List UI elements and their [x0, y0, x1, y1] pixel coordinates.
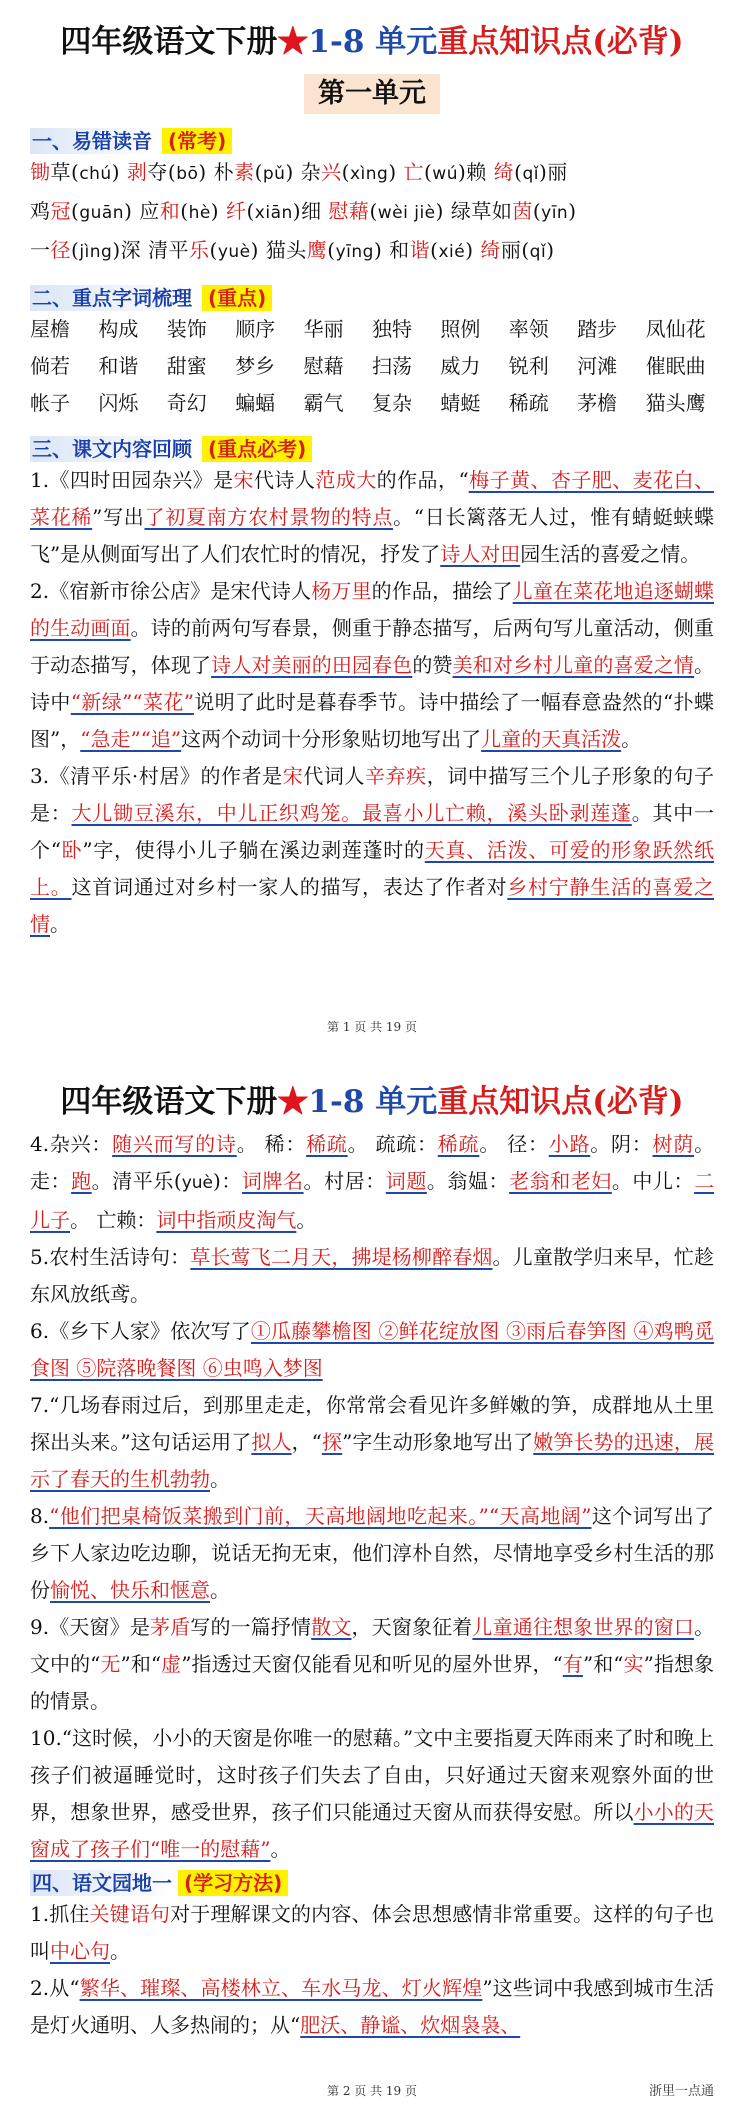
- text-run: 的作品，描绘了: [371, 579, 513, 603]
- underlined-answer: 词题: [385, 1169, 427, 1193]
- text-run: ) 朴: [198, 160, 235, 184]
- text-run: 。: [270, 1837, 291, 1861]
- highlight-text: 锄: [30, 160, 51, 184]
- underlined-answer: 树荫: [652, 1132, 695, 1156]
- vocab-word: 屋檐: [30, 317, 70, 341]
- highlight-text: 亡: [403, 160, 424, 184]
- underlined-answer: 天真、活泼、可爱的形象跃然纸上。: [30, 838, 715, 899]
- review-paragraph: [30, 573, 714, 758]
- title-part-blue: 1-8 单元: [308, 24, 438, 60]
- text-run: ，词中描写三个儿子形象的句子是：: [30, 764, 714, 825]
- pinyin: bō: [176, 164, 199, 184]
- review-paragraph: [30, 1126, 714, 1239]
- text-run: ”和“: [582, 1652, 624, 1676]
- text-run: (: [369, 199, 378, 223]
- pinyin: yīn: [541, 203, 569, 223]
- section-label: 三、课文内容回顾: [30, 436, 198, 462]
- text-run: ): [568, 199, 577, 223]
- highlight-text: 纤: [225, 199, 247, 223]
- text-run: (: [430, 238, 439, 262]
- garden-paragraph: [30, 1970, 714, 2044]
- highlight-text: 宋: [233, 468, 254, 492]
- vocab-word: 顺序: [235, 317, 276, 341]
- page-2: [0, 1060, 744, 2104]
- review-paragraph: [30, 1720, 714, 1868]
- underlined-answer: 儿童在菜花地追逐蝴蝶的生动画面: [30, 579, 715, 640]
- vocab-word: 蝙蝠: [235, 391, 276, 415]
- text-run: 9.《天窗》是: [30, 1615, 150, 1639]
- text-run: ) 猫头: [250, 238, 307, 262]
- text-run: ”和“: [120, 1652, 162, 1676]
- section-tag: (重点): [202, 285, 272, 311]
- title-part-red: 重点知识点(必背): [437, 1084, 684, 1120]
- text-run: 。清平乐(: [91, 1169, 182, 1193]
- underlined-answer: 中心句: [50, 1939, 110, 1963]
- text-run: 3.《清平乐·村居》的作者是: [30, 764, 283, 788]
- section-tag: (重点必考): [202, 436, 312, 462]
- underlined-answer: 美和对乡村儿童的喜爱之情: [452, 653, 695, 677]
- page-title: [30, 1060, 714, 1122]
- highlight-text: 绮: [493, 160, 515, 184]
- section-heading-vocab: [30, 285, 714, 311]
- text-run: )细: [292, 199, 329, 223]
- text-run: 。 稀：: [236, 1132, 307, 1156]
- text-run: 7.“几场春雨过后，到那里走走，你常常会看见许多鲜嫩的笋，成群地从土里探出头来。”这句话运用了: [30, 1393, 714, 1454]
- text-run: ”字，使得小儿子躺在溪边剥莲蓬时的: [82, 838, 425, 862]
- pinyin: yīng: [335, 242, 374, 262]
- text-run: 。: [296, 1208, 317, 1232]
- vocab-word: 独特: [372, 317, 412, 341]
- section-label: 一、易错读音: [30, 128, 158, 154]
- text-run: 代诗人: [253, 468, 316, 492]
- text-run: 。诗中: [30, 653, 715, 714]
- vocab-word: 霸气: [303, 391, 344, 415]
- text-run: 5.农村生活诗句：: [30, 1245, 191, 1269]
- text-run: 的赞: [412, 653, 453, 677]
- highlight-text: 慰藉: [328, 199, 370, 223]
- vocab-word: 扫荡: [372, 354, 412, 378]
- pinyin: qǐ: [529, 242, 547, 262]
- text-run: 。: [50, 912, 70, 936]
- underlined-answer: “急走”“追”: [80, 727, 182, 751]
- underlined-answer: 小小的天窗成了孩子们“唯一的慰藉”: [30, 1800, 715, 1861]
- text-run: ”指透过天窗仅能看见和听见的屋外世界，“: [181, 1652, 563, 1676]
- highlight-text: 绮: [480, 238, 501, 262]
- text-run: (: [327, 238, 336, 262]
- star-icon: ★: [277, 1084, 309, 1120]
- vocab-word: 率领: [508, 317, 549, 341]
- text-run: 。: [210, 1467, 230, 1491]
- text-run: )赖: [457, 160, 494, 184]
- text-run: ): [210, 199, 226, 223]
- review-paragraph: [30, 758, 714, 943]
- underlined-answer: “新绿”“菜花”: [70, 690, 194, 714]
- text-run: 。儿童散学归来早，忙趁东风放纸鸢。: [30, 1245, 715, 1306]
- pinyin: hè: [188, 203, 211, 223]
- pinyin: qǐ: [522, 164, 539, 184]
- review-paragraph: [30, 462, 714, 573]
- vocab-word: 帐子: [30, 391, 70, 415]
- text-run: (: [514, 160, 523, 184]
- highlight-text: 径: [50, 238, 71, 262]
- vocab-word: 闪烁: [98, 391, 139, 415]
- review-paragraph: [30, 1239, 714, 1313]
- section-heading-pronunciation: [30, 128, 714, 154]
- highlight-text: 范成大: [315, 468, 377, 492]
- text-run: 草(: [50, 160, 80, 184]
- highlight-text: 茅盾: [149, 1615, 191, 1639]
- text-run: 。翁媪：: [426, 1169, 510, 1193]
- title-part-blue: 1-8 单元: [308, 1084, 438, 1120]
- pronunciation-line: [30, 154, 714, 193]
- text-run: (: [532, 199, 542, 223]
- vocab-grid: [30, 311, 714, 422]
- highlight-text: 关键语句: [89, 1902, 171, 1926]
- underlined-answer: 跑: [71, 1169, 92, 1193]
- text-run: ): [388, 160, 404, 184]
- pronunciation-list: [30, 154, 714, 271]
- highlight-text: 无: [100, 1652, 121, 1676]
- vocab-word: 奇幻: [166, 391, 207, 415]
- vocab-word: 照例: [440, 317, 481, 341]
- underlined-answer: 乡村宁静生活的喜爱之情: [30, 875, 714, 936]
- watermark: 浙里一点通: [648, 2084, 714, 2099]
- pinyin: wèi jiè: [377, 203, 436, 223]
- underlined-answer: 草长莺飞二月天，拂堤杨柳醉春烟: [190, 1245, 493, 1269]
- text-run: ): [465, 238, 481, 262]
- pronunciation-line: [30, 193, 714, 232]
- underlined-answer: 儿童的天真活泼: [481, 727, 622, 751]
- underlined-answer: 诗人对田: [440, 542, 521, 566]
- text-run: 。诗的前两句写春景，侧重于静态描写，后两句写儿童活动，侧重于动态描写，体现了: [30, 616, 715, 677]
- review-paragraph: [30, 1313, 714, 1387]
- underlined-answer: “他们把桌椅饭菜搬到门前，天高地阔地吃起来。”“天高地阔”: [49, 1504, 592, 1528]
- review-paragraph: [30, 1387, 714, 1498]
- text-run: 。走：: [30, 1132, 715, 1193]
- vocab-word: 蜻蜓: [440, 391, 481, 415]
- underlined-answer: 散文: [311, 1615, 352, 1639]
- vocab-word: 慰藉: [303, 354, 344, 378]
- title-part-red: 重点知识点(必背): [437, 24, 684, 60]
- page-title: [30, 0, 714, 62]
- vocab-word: 稀疏: [508, 391, 549, 415]
- text-run: ) 应: [124, 199, 160, 223]
- text-run: ”指想象的情景。: [30, 1652, 715, 1713]
- highlight-text: 素: [234, 160, 255, 184]
- text-run: 说明了此时是暮春季节。诗中描绘了一幅春意盎然的“扑蝶图”，: [30, 690, 714, 751]
- text-run: )丽: [538, 160, 568, 184]
- vocab-word: 踏步: [577, 317, 618, 341]
- text-run: 园生活的喜爱之情。: [520, 542, 701, 566]
- vocab-word: 猫头鹰: [645, 391, 706, 415]
- underlined-answer: 词中指顽皮淘气: [156, 1208, 297, 1232]
- text-run: 1.抓住: [30, 1902, 90, 1926]
- underlined-answer: 小路: [548, 1132, 591, 1156]
- unit-heading: 第一单元: [304, 74, 440, 114]
- vocab-word: 梦乡: [235, 354, 276, 378]
- vocab-word: 茅檐: [577, 391, 618, 415]
- text-run: 。“日长篱落无人过，惟有蜻蜓蛱蝶飞”是从侧面写出了人们农忙时的情况，抒发了: [30, 505, 714, 566]
- vocab-word: 复杂: [372, 391, 412, 415]
- underlined-answer: 繁华、璀璨、高楼林立、车水马龙、灯火辉煌: [79, 1976, 483, 2000]
- title-part-black: 四年级语文下册: [60, 24, 278, 60]
- text-run: ，“: [291, 1430, 322, 1454]
- underlined-answer: 二儿子: [30, 1169, 715, 1232]
- text-run: (: [71, 238, 80, 262]
- page-number: 第 2 页 共 19 页: [327, 2084, 417, 2098]
- text-run: 8.: [30, 1504, 50, 1528]
- text-run: 这两个动词十分形象贴切地写出了: [181, 727, 482, 751]
- pinyin: pǔ: [262, 164, 286, 184]
- text-run: 。中儿：: [611, 1169, 695, 1193]
- text-run: (: [246, 199, 255, 223]
- text-run: )深 清平: [112, 238, 189, 262]
- text-run: 代词人: [303, 764, 365, 788]
- text-run: 。: [621, 727, 642, 751]
- text-run: 。: [210, 1578, 230, 1602]
- highlight-text: 冠: [50, 199, 71, 223]
- text-run: ”字生动形象地写出了: [342, 1430, 534, 1454]
- highlight-text: 和: [159, 199, 181, 223]
- vocab-word: 倘若: [30, 354, 70, 378]
- text-run: 。 亡赖：: [70, 1208, 157, 1232]
- section-label: 二、重点字词梳理: [30, 285, 198, 311]
- underlined-answer: ①瓜藤攀檐图 ②鲜花绽放图 ③雨后春笋图 ④鸡鸭觅食图 ⑤院落晚餐图 ⑥虫鸣入梦图: [30, 1319, 714, 1380]
- underlined-answer: 探: [321, 1430, 343, 1454]
- text-run: (: [341, 160, 350, 184]
- highlight-text: 乐: [189, 238, 210, 262]
- pinyin: jìng: [79, 242, 113, 262]
- text-run: 的作品，“: [376, 468, 469, 492]
- text-run: 。 径：: [479, 1132, 549, 1156]
- underlined-answer: 老翁和老妇: [509, 1169, 612, 1193]
- text-run: ”这些词中我感到城市生活是灯火通明、人多热闹的；从“: [30, 1976, 714, 2037]
- pinyin: wú: [432, 164, 458, 184]
- text-run: 夺(: [147, 160, 177, 184]
- text-run: 。村居：: [303, 1169, 386, 1193]
- pinyin: chú: [79, 164, 112, 184]
- underlined-answer: 了初夏南方农村景物的特点: [144, 505, 394, 529]
- text-run: 1.《四时田园杂兴》是: [30, 468, 234, 492]
- text-run: 。文中的“: [30, 1615, 715, 1676]
- pronunciation-line: [30, 232, 714, 271]
- underlined-answer: 肥沃、静谧、炊烟袅袅、: [300, 2013, 521, 2037]
- underlined-answer: 儿童通往想象世界的窗口: [472, 1615, 695, 1639]
- underlined-answer: 拟人: [251, 1430, 292, 1454]
- pinyin: yuè: [217, 242, 251, 262]
- vocab-word: 构成: [98, 317, 139, 341]
- pinyin: xié: [438, 242, 466, 262]
- text-run: )：: [212, 1169, 242, 1193]
- title-part-black: 四年级语文下册: [60, 1084, 278, 1120]
- text-run: 。阴：: [590, 1132, 653, 1156]
- text-run: 一: [30, 238, 51, 262]
- pinyin: yuè: [181, 1173, 213, 1193]
- text-run: ) 和: [373, 238, 410, 262]
- highlight-text: 杨万里: [311, 579, 372, 603]
- section-heading-review: [30, 436, 714, 462]
- text-run: 这个词写出了乡下人家边吃边聊，说话无拘无束，他们淳朴自然，尽情地享受乡村生活的那份: [30, 1504, 714, 1602]
- text-run: ) 杂: [285, 160, 322, 184]
- underlined-answer: 有: [562, 1652, 583, 1676]
- underlined-answer: 大儿锄豆溪东，中儿正织鸡笼。最喜小儿亡赖，溪头卧剥莲蓬: [71, 801, 632, 825]
- section-heading-garden: [30, 1870, 714, 1896]
- underlined-answer: 稀疏: [306, 1132, 348, 1156]
- text-run: 写的一篇抒情: [190, 1615, 312, 1639]
- highlight-text: 鹰: [306, 238, 328, 262]
- underlined-answer: 愉悦、快乐和惬意: [50, 1578, 210, 1602]
- vocab-word: 甜蜜: [166, 354, 207, 378]
- text-run: 。 疏疏：: [347, 1132, 438, 1156]
- review-paragraph: [30, 1609, 714, 1720]
- underlined-answer: 嫩笋长势的迅速，展示了春天的生机勃勃: [30, 1430, 715, 1491]
- text-run: (: [209, 238, 218, 262]
- star-icon: ★: [277, 24, 309, 60]
- text-run: 10.“这时候，小小的天窗是你唯一的慰藉。”文中主要指夏天阵雨来了时和晚上孩子们被逼睡觉时，这时孩子们失去了自由，只好通过天窗来观察外面的世界，想象世界，感受世界，孩子们只能通过天窗从而获得安慰。所以: [30, 1726, 714, 1824]
- text-run: ”写出: [92, 505, 145, 529]
- highlight-text: 谐: [409, 238, 431, 262]
- highlight-text: 实: [623, 1652, 644, 1676]
- text-run: ): [111, 160, 127, 184]
- vocab-word: 河滩: [577, 354, 618, 378]
- text-run: (: [71, 199, 80, 223]
- highlight-text: 卧: [60, 838, 83, 862]
- highlight-text: 茵: [512, 199, 533, 223]
- text-run: 。: [110, 1939, 130, 1963]
- underlined-answer: 梅子黄、杏子肥、麦花白、菜花稀: [30, 468, 715, 529]
- vocab-word: 威力: [440, 354, 481, 378]
- review-paragraph: [30, 1498, 714, 1609]
- section-tag: (常考): [162, 128, 232, 154]
- text-run: (: [180, 199, 189, 223]
- page-number: 第 1 页 共 19 页: [327, 1020, 417, 1034]
- text-run: 2.从“: [30, 1976, 80, 2000]
- highlight-text: 剥: [126, 160, 148, 184]
- text-run: 4.杂兴：: [30, 1132, 113, 1156]
- pinyin: xìng: [349, 164, 389, 184]
- highlight-text: 虚: [161, 1652, 182, 1676]
- highlight-text: 宋: [282, 764, 304, 788]
- text-run: (: [254, 160, 263, 184]
- vocab-word: 催眠曲: [645, 354, 706, 378]
- vocab-word: 华丽: [303, 317, 344, 341]
- text-run: (: [423, 160, 433, 184]
- text-run: 2.《宿新市徐公店》是宋代诗人: [30, 579, 312, 603]
- vocab-word: 和谐: [98, 354, 139, 378]
- vocab-word: 装饰: [166, 317, 207, 341]
- pinyin: guān: [79, 203, 125, 223]
- text-run: 6.《乡下人家》依次写了: [30, 1319, 251, 1343]
- text-run: ): [546, 238, 555, 262]
- underlined-answer: 稀疏: [437, 1132, 480, 1156]
- underlined-answer: 随兴而写的诗: [112, 1132, 237, 1156]
- underlined-answer: 词牌名: [241, 1169, 304, 1193]
- text-run: 对于理解课文的内容、体会思想感情非常重要。这样的句子也叫: [30, 1902, 715, 1963]
- highlight-text: 兴: [321, 160, 342, 184]
- text-run: 这首词通过对乡村一家人的描写，表达了作者对: [71, 875, 508, 899]
- text-run: 。其中一个“: [30, 801, 714, 862]
- pinyin: xiān: [254, 203, 293, 223]
- text-run: 鸡: [30, 199, 51, 223]
- section-tag: (学习方法): [178, 1870, 288, 1896]
- underlined-answer: 诗人对美丽的田园春色: [211, 653, 413, 677]
- text-run: ) 绿草如: [435, 199, 513, 223]
- vocab-word: 凤仙花: [645, 317, 706, 341]
- text-run: 丽(: [500, 238, 530, 262]
- text-run: ，天窗象征着: [351, 1615, 473, 1639]
- section-label: 四、语文园地一: [30, 1870, 178, 1896]
- garden-paragraph: [30, 1896, 714, 1970]
- highlight-text: 辛弃疾: [365, 764, 427, 788]
- vocab-word: 锐利: [508, 354, 549, 378]
